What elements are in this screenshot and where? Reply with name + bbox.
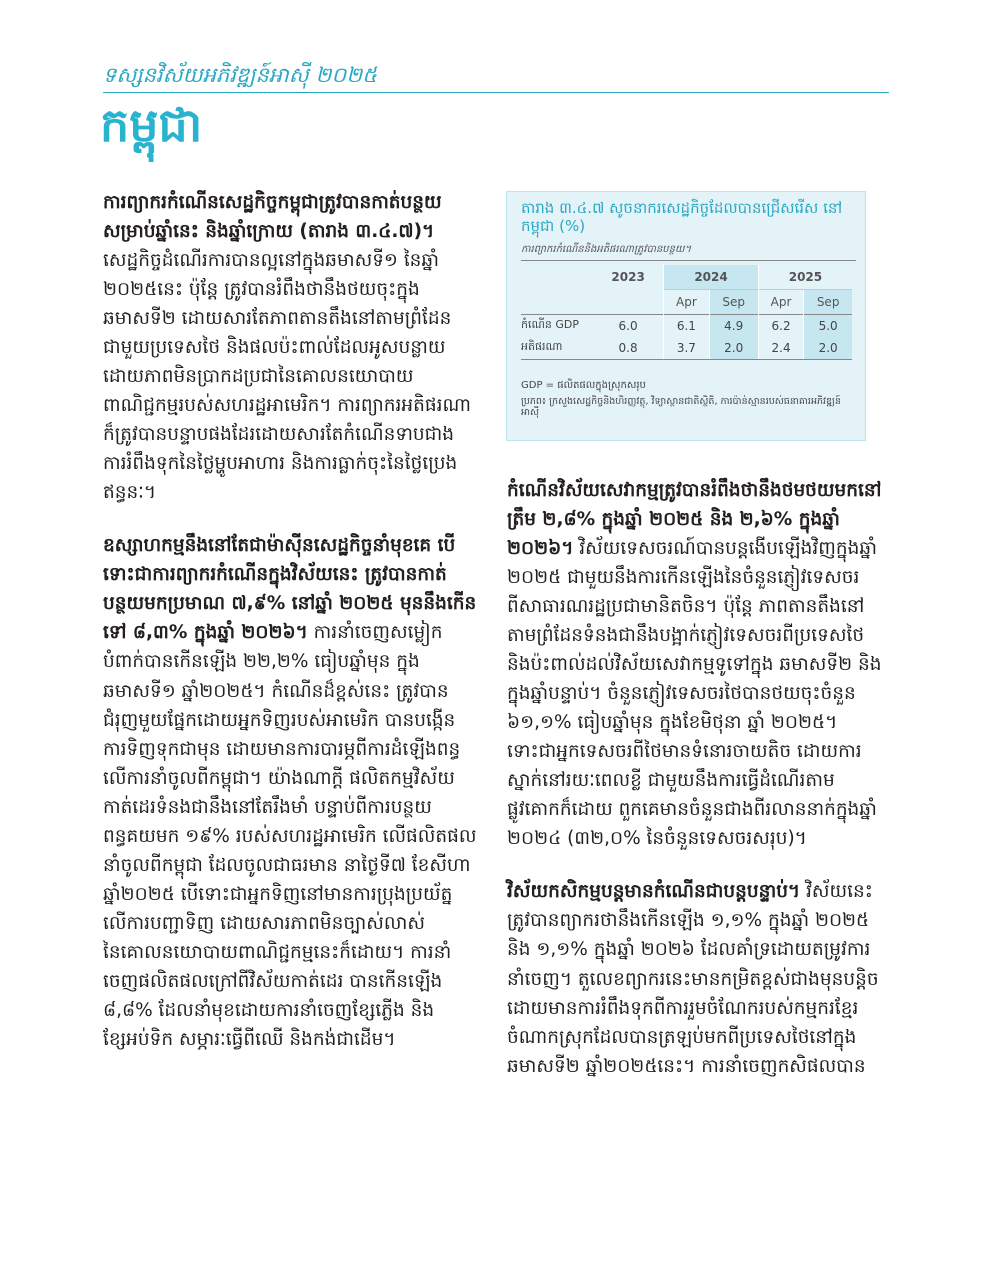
table-caption: តារាង ៣.៤.៧ សូចនាករសេដ្ឋកិច្ចដែលបានជ្រើសរើស នៅកម្ពុជា (%) xyxy=(521,199,843,235)
header-divider xyxy=(103,92,889,93)
month-header: Sep xyxy=(804,290,852,315)
right-paragraph-1-body: វិស័យទេសចរណ៍បានបន្តងើបឡើងវិញក្នុងឆ្នាំ ២០២៥ ជាមួយនឹងការកើនឡើងនៃចំនួនភ្ញៀវទេសចរពីសាធារណរដ្ឋប្រជាមានិតចិន។ ប៉ុន្តែ ភាពតានតឹងនៅតាមព្រំដែនទំនងជានឹងបង្អាក់ភ្ញៀវទេសចរពីប្រទេសថៃ និងប៉ះពាល់ដល់វិស័យសេវាកម្មទូទៅក្នុង ឆមាសទី២ និង ក្នុងឆ្នាំបន្ទាប់។ ចំនួនភ្ញៀវទេសចរថៃបានថយចុះចំនួន ៦១,១% ធៀបឆ្នាំមុន ក្នុងខែមិថុនា ឆ្នាំ ២០២៥។ ទោះជាអ្នកទេសចរពីថៃមានទំនោរចាយតិច ដោយការស្នាក់នៅរយៈពេលខ្លី ជាមួយនឹងការធ្វើដំណើរតាមផ្លូវគោកក៏ដោយ ពួកគេមានចំនួនជាងពីរលាននាក់ក្នុងឆ្នាំ ២០២៤ (៣២,០% នៃចំនួនទេសចរសរុប)។ xyxy=(507,538,882,850)
table-cell: 6.2 xyxy=(758,315,803,338)
year-2024: 2024 xyxy=(664,265,759,290)
table-cell: 2.0 xyxy=(804,337,852,360)
table-subtitle: ការព្យាករកំណើននិងអតិផរណាត្រូវបានបន្ថយ។ xyxy=(521,242,856,261)
country-heading: កម្ពុជា xyxy=(100,98,203,152)
year-2025: 2025 xyxy=(758,265,852,290)
table-cell: 3.7 xyxy=(664,337,709,360)
table-cell: 5.0 xyxy=(804,315,852,338)
row-label: កំណើន GDP xyxy=(521,315,593,338)
left-paragraph-2 xyxy=(103,531,477,1054)
left-paragraph-1 xyxy=(103,188,477,507)
right-column xyxy=(507,476,887,1105)
table-cell: 2.0 xyxy=(709,337,758,360)
left-paragraph-2-body: ការនាំចេញសម្លៀកបំពាក់បានកើនឡើង ២២,២% ធៀបឆ្នាំមុន ក្នុង ឆមាសទី១ ឆ្នាំ២០២៥។ កំណើនដ៏ខ្ពស់នេះ ត្រូវបានជំរុញមួយផ្នែកដោយអ្នកទិញរបស់អាមេរិក បានបង្កើនការទិញទុកជាមុន ដោយមានការបារម្ភពីការដំឡើងពន្ធលើការនាំចូលពីកម្ពុជា។ យ៉ាងណាក្តី ផលិតកម្មវិស័យកាត់ដេរទំនងជានឹងនៅតែរឹងមាំ បន្ទាប់ពីការបន្ថយពន្ធគយមក ១៩% របស់សហរដ្ឋអាមេរិក លើផលិតផលនាំចូលពីកម្ពុជា ដែលចូលជាធរមាន នាថ្ងៃទី៧ ខែសីហា ឆ្នាំ២០២៥ បើទោះជាអ្នកទិញនៅមានការប្រុងប្រយ័ត្នលើការបញ្ជាទិញ ដោយសារភាពមិនច្បាស់លាស់នៃគោលនយោបាយពាណិជ្ជកម្មនេះក៏ដោយ។ ការនាំចេញផលិតផលក្រៅពីវិស័យកាត់ដេរ បានកើនឡើង ៨,៨% ដែលនាំមុខដោយការនាំចេញខ្សែភ្លើង និងខ្សែអប់ទិក សម្ភារៈធ្វើពីឈើ និងកង់ជាដើម។ xyxy=(103,622,477,1050)
table-cell: 6.1 xyxy=(664,315,709,338)
left-paragraph-1-body: សេដ្ឋកិច្ចដំណើរការបានល្អនៅក្នុងឆមាសទី១ នៃឆ្នាំ ២០២៥នេះ ប៉ុន្តែ ត្រូវបានរំពឹងថានឹងថយចុះក្នុងឆមាសទី២ ដោយសារតែភាពតានតឹងនៅតាមព្រំដែនជាមួយប្រទេសថៃ និងផលប៉ះពាល់ដែលអូសបន្លាយដោយភាពមិនប្រាកដប្រជានៃគោលនយោបាយពាណិជ្ជកម្មរបស់សហរដ្ឋអាមេរិក។ ការព្យាករអតិផរណាក៏ត្រូវបានបន្ទាបផងដែរដោយសារតែកំណើនទាបជាងការរំពឹងទុកនៃថ្លៃម្ហូបអាហារ និងការធ្លាក់ចុះនៃថ្លៃប្រេងឥន្ធនៈ។ xyxy=(103,250,471,504)
indicators-table-box xyxy=(506,191,866,441)
left-paragraph-2-lead: ឧស្សាហកម្មនឹងនៅតែជាម៉ាស៊ីនសេដ្ឋកិច្ចនាំមុខគេ បើទោះជាការព្យាករកំណើនក្នុងវិស័យនេះ ត្រូវបានកាត់បន្ថយមកប្រមាណ ៧,៩% នៅឆ្នាំ ២០២៥ មុននឹងកើនទៅ ៨,៣% ក្នុងឆ្នាំ ២០២៦។ xyxy=(103,535,477,644)
table-note: GDP = ផលិតផលក្នុងស្រុកសរុប xyxy=(521,380,646,391)
table-row xyxy=(521,315,852,338)
right-paragraph-2-body: វិស័យនេះត្រូវបានព្យាករថានឹងកើនឡើង ១,១% ក្នុងឆ្នាំ ២០២៥ និង ១,១% ក្នុងឆ្នាំ ២០២៦ ដែលគាំទ្រដោយតម្រូវការនាំចេញ។ តួលេខព្យាករនេះមានកម្រិតខ្ពស់ជាងមុនបន្តិច ដោយមានការរំពឹងទុកពីការរួមចំណែករបស់កម្មករខ្មែរចំណាកស្រុកដែលបានត្រឡប់មកពីប្រទេសថៃនៅក្នុង ឆមាសទី២ ឆ្នាំ២០២៥នេះ។ ការនាំចេញកសិផលបាន xyxy=(507,881,879,1077)
month-header: Apr xyxy=(758,290,803,315)
right-paragraph-2-lead: វិស័យកសិកម្មបន្តមានកំណើនជាបន្តបន្ទាប់។ xyxy=(507,881,801,903)
row-label: អតិផរណា xyxy=(521,337,593,360)
table-source: ប្រភព៖ ក្រសួងសេដ្ឋកិច្ចនិងហិរញ្ញវត្ថុ, វិទ្យាស្ថានជាតិស្ថិតិ, ការប៉ាន់ស្មានរបស់ធនាគារអភិវឌ្ឍន៍អាស៊ី xyxy=(521,396,841,418)
month-header: Sep xyxy=(709,290,758,315)
left-paragraph-1-lead: ការព្យាករកំណើនសេដ្ឋកិច្ចកម្ពុជាត្រូវបានកាត់បន្ថយសម្រាប់ឆ្នាំនេះ និងឆ្នាំក្រោយ (តារាង ៣.៤.៧)។ xyxy=(103,192,442,243)
month-header: Apr xyxy=(664,290,709,315)
right-paragraph-1 xyxy=(507,476,887,853)
indicators-table xyxy=(521,265,852,360)
left-column xyxy=(103,188,477,1078)
table-cell: 0.8 xyxy=(593,337,664,360)
right-paragraph-1-lead: កំណើនវិស័យសេវាកម្មត្រូវបានរំពឹងថានឹងថមថយមកនៅត្រឹម ២,៨% ក្នុងឆ្នាំ ២០២៥ និង ២,៦% ក្នុងឆ្នាំ ២០២៦។ xyxy=(507,480,882,560)
table-cell: 6.0 xyxy=(593,315,664,338)
series-title: ទស្សនវិស័យអភិវឌ្ឍន៍អាស៊ី ២០២៥ xyxy=(103,63,377,87)
year-2023: 2023 xyxy=(611,270,645,285)
right-paragraph-2 xyxy=(507,877,887,1080)
table-cell: 2.4 xyxy=(758,337,803,360)
table-row xyxy=(521,337,852,360)
table-cell: 4.9 xyxy=(709,315,758,338)
